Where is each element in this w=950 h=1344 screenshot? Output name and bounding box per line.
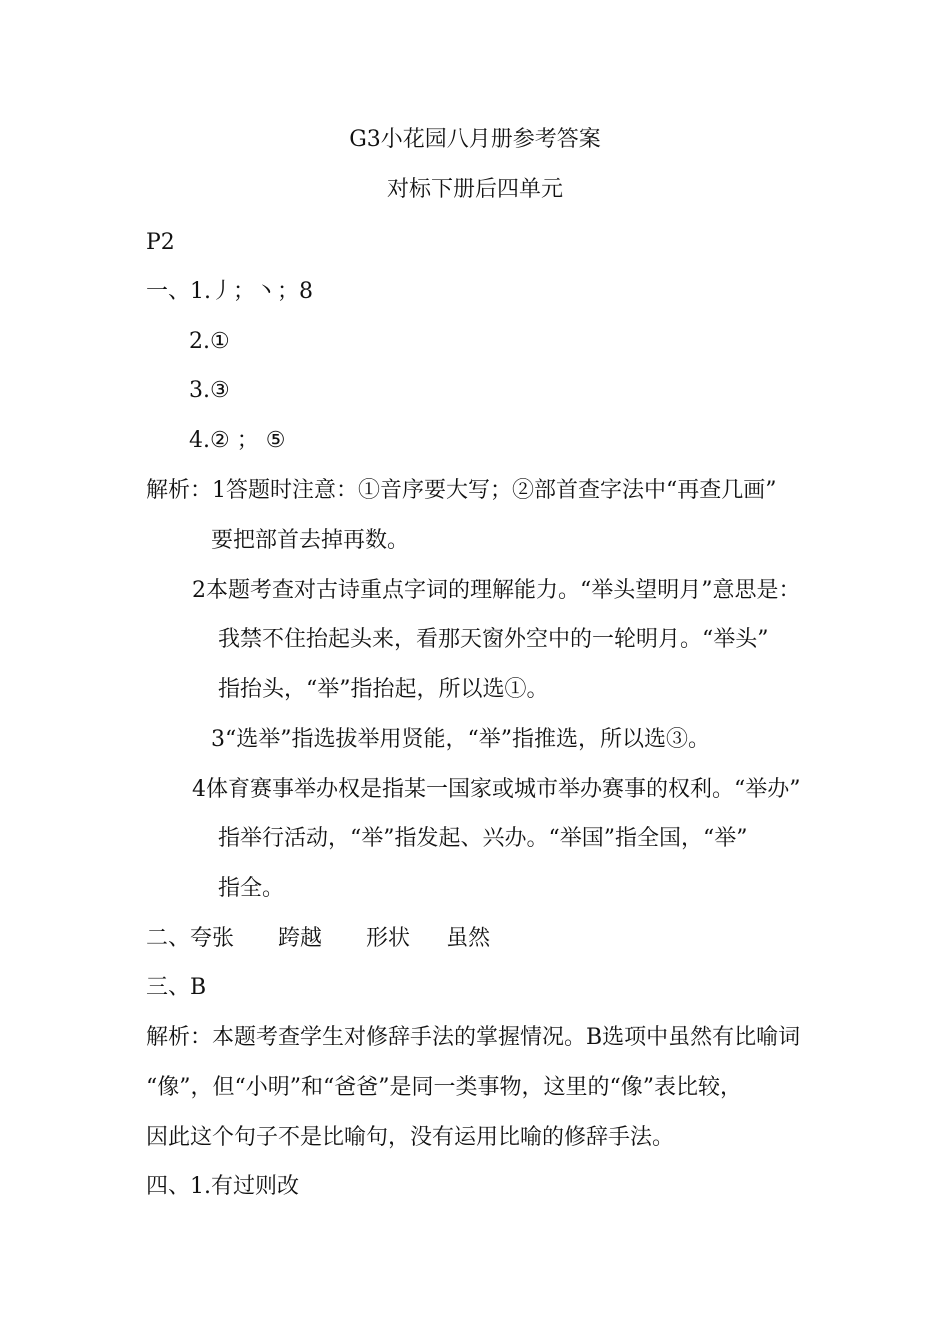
analysis1-line1: 解析：1答题时注意：①音序要大写；②部首查字法中“再查几画” [146,478,777,503]
analysis1-line3: 2本题考查对古诗重点字词的理解能力。“举头望明月”意思是： [192,578,801,603]
analysis3-line1: 解析：本题考查学生对修辞手法的掌握情况。B选项中虽然有比喻词 [146,1025,801,1050]
analysis3-line3: 因此这个句子不是比喻句，没有运用比喻的修辞手法。 [146,1125,675,1150]
document-subtitle: 对标下册后四单元 [386,177,563,202]
section1-q4: 4.② ； ⑤ [189,428,286,453]
section2-label: 二、 [146,926,191,951]
section2-word-2: 跨越 [278,926,323,951]
analysis1-line4: 我禁不住抬起头来，看那天窗外空中的一轮明月。“举头” [218,627,769,652]
analysis1-line9: 指全。 [218,876,285,901]
section3-answer: 三、B [146,975,207,1000]
analysis1-line5: 指抬头，“举”指抬起，所以选①。 [218,677,549,702]
analysis1-line8: 指举行活动，“举”指发起、兴办。“举国”指全国，“举” [218,826,748,851]
section2-word-4: 虽然 [446,926,491,951]
section1-q1: 一、1.丿；丶；8 [146,279,313,304]
document-title: G3小花园八月册参考答案 [349,127,601,152]
analysis1-line6: 3“选举”指选拔举用贤能，“举”指推选，所以选③。 [211,727,710,752]
section2-word-1: 夸张 [190,926,235,951]
section2-word-3: 形状 [366,926,411,951]
section1-q3: 3.③ [189,378,230,403]
section2-answers [146,925,490,953]
section4-q1: 四、1.有过则改 [146,1174,299,1199]
section1-q2: 2.① [189,329,230,354]
analysis1-line7: 4体育赛事举办权是指某一国家或城市举办赛事的权利。“举办” [192,777,801,802]
analysis3-line2: “像”，但“小明”和“爸爸”是同一类事物，这里的“像”表比较， [146,1075,742,1100]
analysis1-line2: 要把部首去掉再数。 [211,528,410,553]
page-label: P2 [146,230,175,255]
